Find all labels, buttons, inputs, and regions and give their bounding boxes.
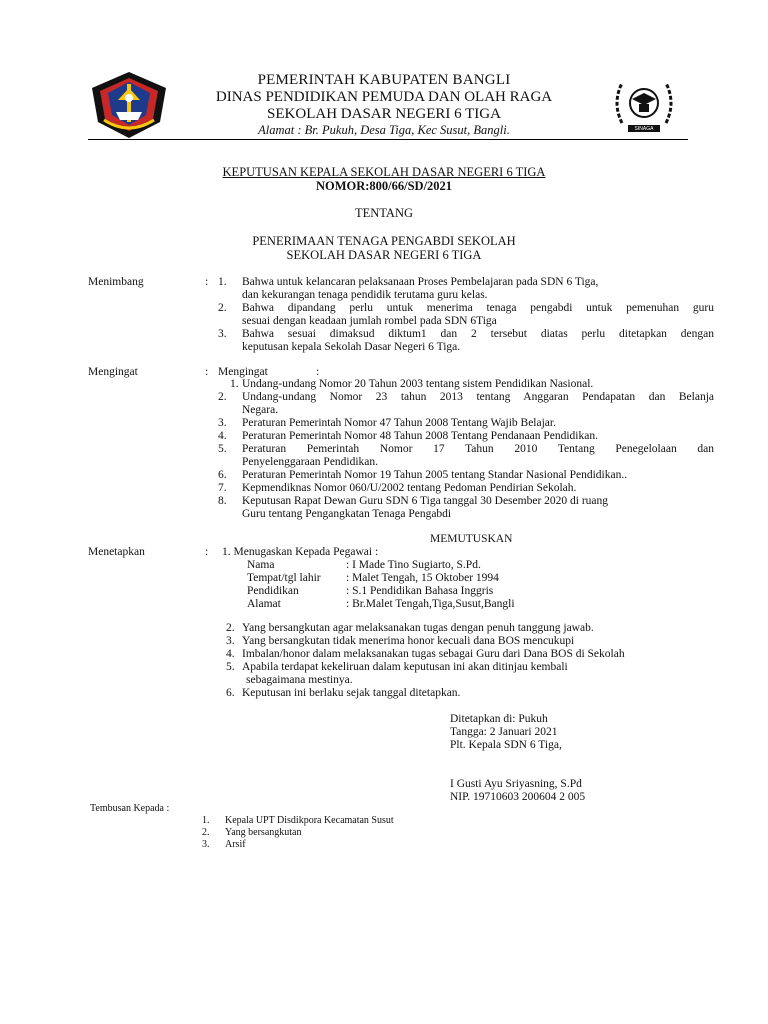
mengingat-item-6: Peraturan Pemerintah Nomor 19 Tahun 2005 tentang Standar Nasional Pendidikan.. <box>242 469 628 481</box>
letterhead-line-2: DINAS PENDIDIKAN PEMUDA DAN OLAH RAGA <box>215 89 553 105</box>
mengingat-num-5: 5. <box>218 443 227 455</box>
signature-name: I Gusti Ayu Sriyasning, S.Pd <box>450 778 582 790</box>
menetapkan-first: 1. Menugaskan Kepada Pegawai : <box>222 546 379 558</box>
mengingat-colon: : <box>205 366 209 378</box>
menetapkan-item-5-line-2: sebagaimana mestinya. <box>246 674 353 686</box>
field-label-ttl: Tempat/tgl lahir <box>247 572 321 584</box>
mengingat-item-2-line-2: Negara. <box>242 404 279 416</box>
menetapkan-num-6: 6. <box>226 687 235 699</box>
menetapkan-num-4: 4. <box>226 648 235 660</box>
mengingat-intro-colon: : <box>316 366 320 378</box>
mengingat-num-6: 6. <box>218 469 227 481</box>
menimbang-item-1-line-1: Bahwa untuk kelancaran pelaksanaan Proses Pembelajaran pada SDN 6 Tiga, <box>242 276 599 288</box>
menetapkan-num-5: 5. <box>226 661 235 673</box>
mengingat-item-7: Kepmendiknas Nomor 060/U/2002 tentang Pedoman Pendirian Sekolah. <box>242 482 577 494</box>
field-label-alamat: Alamat <box>247 598 281 610</box>
menetapkan-colon: : <box>205 546 209 558</box>
subject-line-1: PENERIMAAN TENAGA PENGABDI SEKOLAH <box>252 234 516 248</box>
signature-place: Ditetapkan di: Pukuh <box>450 713 548 725</box>
decree-heading: KEPUTUSAN KEPALA SEKOLAH DASAR NEGERI 6 TIGA <box>222 165 546 179</box>
memutuskan-heading: MEMUTUSKAN <box>430 533 513 545</box>
menetapkan-item-2: Yang bersangkutan agar melaksanakan tugas dengan penuh tanggung jawab. <box>242 622 594 634</box>
mengingat-item-1: Undang-undang Nomor 20 Tahun 2003 tentang sistem Pendidikan Nasional. <box>242 378 594 390</box>
letterhead-line-1: PEMERINTAH KABUPATEN BANGLI <box>257 72 511 88</box>
mengingat-item-2-line-1: Undang-undang Nomor 23 tahun 2013 tentang Anggaran Pendapatan dan Belanja <box>242 391 714 403</box>
tembusan-item-3: Arsif <box>225 839 246 850</box>
menetapkan-item-4: Imbalan/honor dalam melaksanakan tugas sebagai Guru dari Dana BOS di Sekolah <box>242 648 625 660</box>
tentang-label: TENTANG <box>354 206 413 220</box>
menimbang-label: Menimbang <box>88 276 144 288</box>
menimbang-num-1: 1. <box>218 276 227 288</box>
letterhead-line-3: SEKOLAH DASAR NEGERI 6 TIGA <box>267 106 501 122</box>
field-value-alamat: : Br.Malet Tengah,Tiga,Susut,Bangli <box>346 598 515 610</box>
menimbang-item-2-line-1: Bahwa dipandang perlu untuk menerima tenaga pengabdi untuk pemenuhan guru <box>242 302 714 314</box>
tembusan-num-2: 2. <box>202 827 210 838</box>
letterhead-address: Alamat : Br. Pukuh, Desa Tiga, Kec Susut, Bangli. <box>258 123 510 137</box>
menimbang-num-2: 2. <box>218 302 227 314</box>
menetapkan-item-5-line-1: Apabila terdapat kekeliruan dalam keputusan ini akan ditinjau kembali <box>242 661 568 673</box>
mengingat-num-3: 3. <box>218 417 227 429</box>
mengingat-intro: Mengingat <box>218 366 268 378</box>
menimbang-item-3-line-1: Bahwa sesuai dimaksud diktum1 dan 2 tersebut diatas perlu ditetapkan dengan <box>242 328 714 340</box>
signature-nip: NIP. 19710603 200604 2 005 <box>450 791 586 803</box>
mengingat-item-5-line-2: Penyelenggaraan Pendidikan. <box>242 456 379 468</box>
mengingat-num-8: 8. <box>218 495 227 507</box>
field-value-pendidikan: : S.1 Pendidikan Bahasa Inggris <box>346 585 494 597</box>
field-label-nama: Nama <box>247 559 275 571</box>
mengingat-num-1: 1. <box>230 378 239 390</box>
mengingat-item-8-line-1: Keputusan Rapat Dewan Guru SDN 6 Tiga tanggal 30 Desember 2020 di ruang <box>242 495 609 507</box>
field-label-pendidikan: Pendidikan <box>247 585 299 597</box>
tembusan-label: Tembusan Kepada : <box>90 803 170 814</box>
menetapkan-num-3: 3. <box>226 635 235 647</box>
tembusan-item-2: Yang bersangkutan <box>225 827 302 838</box>
subject-line-2: SEKOLAH DASAR NEGERI 6 TIGA <box>286 248 482 262</box>
menetapkan-item-6: Keputusan ini berlaku sejak tanggal ditetapkan. <box>242 687 461 699</box>
menetapkan-num-2: 2. <box>226 622 235 634</box>
mengingat-item-3: Peraturan Pemerintah Nomor 47 Tahun 2008 Tentang Wajib Belajar. <box>242 417 556 429</box>
mengingat-item-5-line-1: Peraturan Pemerintah Nomor 17 Tahun 2010 Tentang Penegelolaan dan <box>242 443 714 455</box>
mengingat-item-4: Peraturan Pemerintah Nomor 48 Tahun 2008 Tentang Pendanaan Pendidikan. <box>242 430 598 442</box>
menimbang-colon: : <box>205 276 209 288</box>
tembusan-num-1: 1. <box>202 815 210 826</box>
field-value-nama: : I Made Tino Sugiarto, S.Pd. <box>346 559 481 571</box>
menimbang-num-3: 3. <box>218 328 227 340</box>
menimbang-item-1-line-2: dan kekurangan tenaga pendidik terutama guru kelas. <box>242 289 488 301</box>
school-logo-caption: SINAGA <box>634 126 654 132</box>
menimbang-item-3-line-2: keputusan kepala Sekolah Dasar Negeri 6 Tiga. <box>242 341 461 353</box>
signature-role: Plt. Kepala SDN 6 Tiga, <box>450 739 562 751</box>
decree-number: NOMOR:800/66/SD/2021 <box>315 179 453 193</box>
signature-date: Tangga: 2 Januari 2021 <box>450 726 558 738</box>
mengingat-num-7: 7. <box>218 482 227 494</box>
tembusan-num-3: 3. <box>202 839 210 850</box>
tembusan-item-1: Kepala UPT Disdikpora Kecamatan Susut <box>225 815 394 826</box>
menimbang-item-2-line-2: sesuai dengan keadaan jumlah rombel pada SDN 6Tiga <box>242 315 497 327</box>
menetapkan-item-3: Yang bersangkutan tidak menerima honor kecuali dana BOS mencukupi <box>242 635 575 647</box>
mengingat-item-8-line-2: Guru tentang Pengangkatan Tenaga Pengabdi <box>242 508 452 520</box>
menetapkan-label: Menetapkan <box>88 546 145 558</box>
letterhead-divider <box>88 139 688 140</box>
field-value-ttl: : Malet Tengah, 15 Oktober 1994 <box>346 572 499 584</box>
mengingat-num-2: 2. <box>218 391 227 403</box>
mengingat-label: Mengingat <box>88 366 138 378</box>
mengingat-num-4: 4. <box>218 430 227 442</box>
